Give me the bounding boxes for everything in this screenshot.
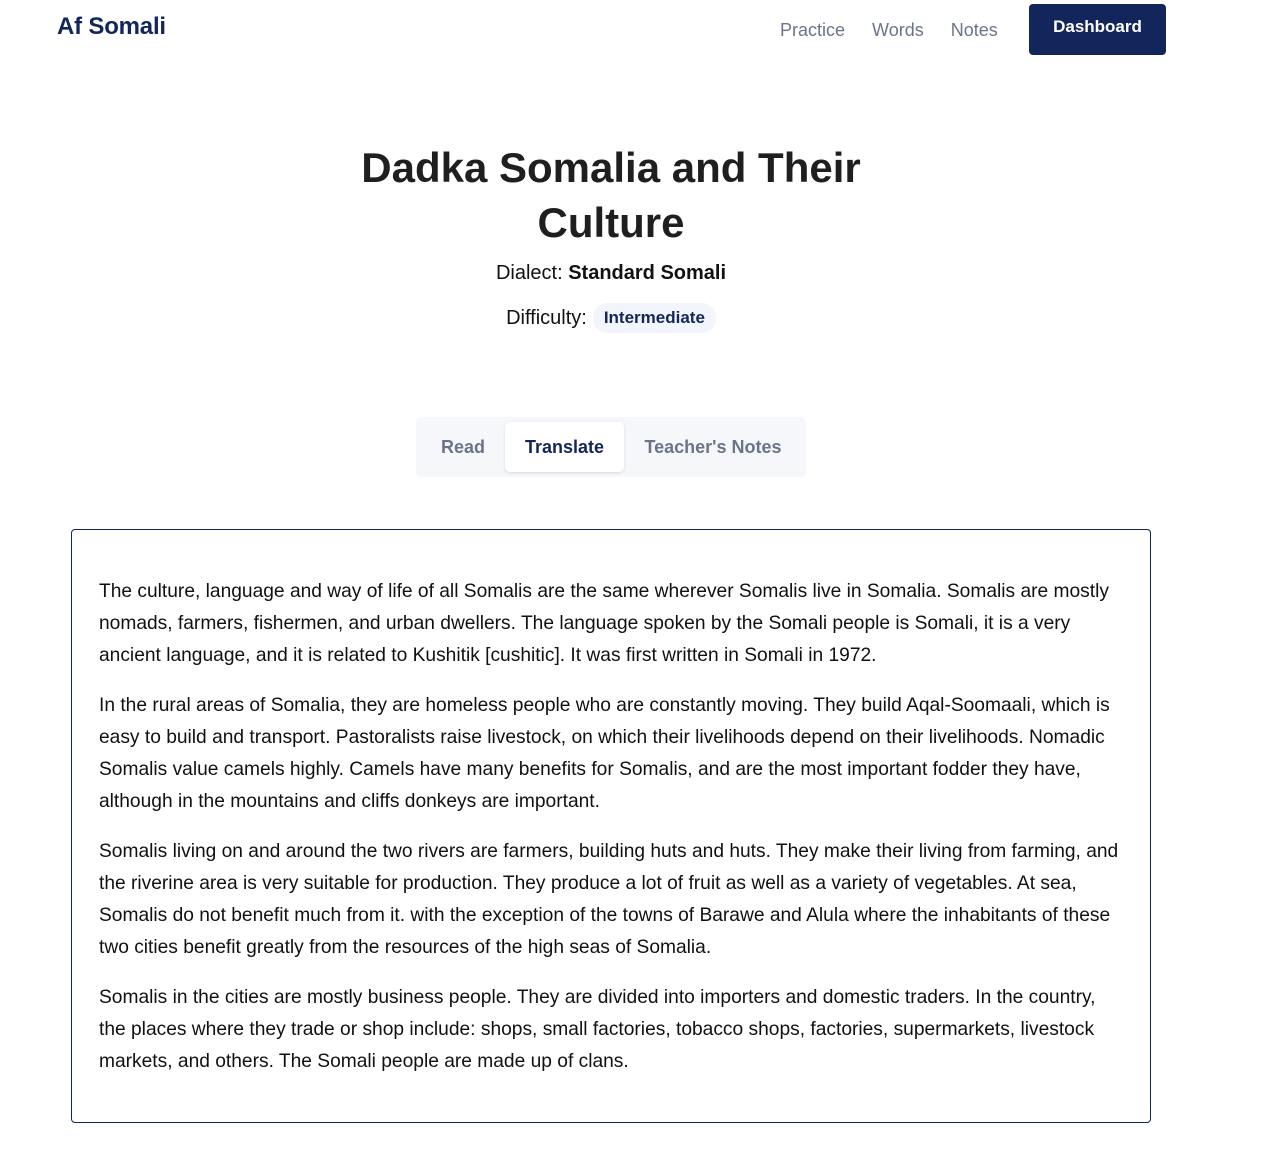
dashboard-button[interactable]: Dashboard xyxy=(1029,4,1166,55)
nav-links xyxy=(780,20,998,41)
translation-paragraph: Somalis living on and around the two rivers are farmers, building huts and huts. They make their living from farming, and the riverine area is very suitable for production. They produce a lot of fruit as well as a variety of vegetables. At sea, Somalis do not benefit much from it. with the exception of the towns of Barawe and Alula where the inhabitants of these two cities benefit greatly from the resources of the high seas of Somalia. xyxy=(99,841,1119,958)
dialect-value: Standard Somali xyxy=(568,262,727,284)
translation-paragraph: In the rural areas of Somalia, they are homeless people who are constantly moving. They build Aqal-Soomaali, which is easy to build and transport. Pastoralists raise livestock, on which their livelihoods depend on their livelihoods. Nomadic Somalis value camels highly. Camels have many benefits for Somalis, and are the most important fodder they have, although in the mountains and cliffs donkeys are important. xyxy=(99,695,1110,812)
translation-paragraph: The culture, language and way of life of all Somalis are the same wherever Somalis live in Somalia. Somalis are mostly nomads, farmers, fishermen, and urban dwellers. The language spoken by the Somali people is Somali, it is a very ancient language, and it is related to Kushitik [cushitic]. It was first written in Somali in 1972. xyxy=(99,581,1109,666)
dialect-label: Dialect: xyxy=(495,262,563,284)
tab-read[interactable]: Read xyxy=(440,437,485,457)
nav-link-notes[interactable]: Notes xyxy=(950,20,998,40)
nav-link-practice[interactable]: Practice xyxy=(780,20,846,40)
page-title: Dadka Somalia and Their Culture xyxy=(361,144,861,246)
top-navbar xyxy=(0,0,1288,60)
dialect-row xyxy=(0,262,1222,285)
translation-panel xyxy=(71,529,1151,1123)
view-tabs xyxy=(416,417,806,477)
brand-logo-text[interactable]: Af Somali xyxy=(57,13,166,40)
difficulty-badge: Intermediate xyxy=(593,303,716,333)
tab-translate[interactable]: Translate xyxy=(505,422,624,472)
story-header xyxy=(0,140,1222,333)
difficulty-row xyxy=(0,303,1222,333)
translation-paragraph: Somalis in the cities are mostly business people. They are divided into importers and domestic traders. In the country, the places where they trade or shop include: shops, small factories, tobacco shops, factories, supermarkets, livestock markets, and others. The Somali people are made up of clans. xyxy=(99,987,1096,1072)
nav-link-words[interactable]: Words xyxy=(872,20,924,40)
difficulty-label: Difficulty: xyxy=(506,306,587,329)
tab-teachers-notes[interactable]: Teacher's Notes xyxy=(644,437,782,457)
